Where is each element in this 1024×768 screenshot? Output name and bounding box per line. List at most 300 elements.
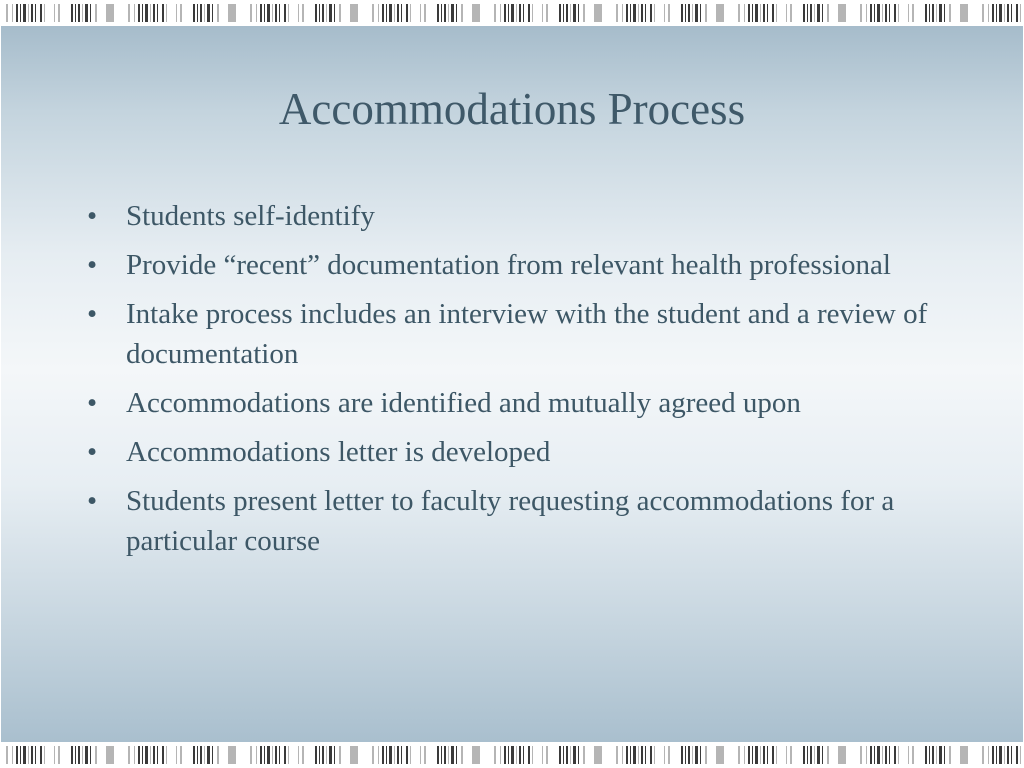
stripe-bar (44, 4, 45, 22)
stripe-bar (519, 746, 521, 764)
stripe-bar (35, 4, 36, 22)
stripe-bar (217, 746, 219, 764)
stripe-bar (326, 746, 327, 764)
stripe-bar (90, 746, 91, 764)
stripe-bar (744, 4, 745, 22)
stripe-bar (992, 746, 994, 764)
stripe-bar (996, 4, 997, 22)
stripe-bar (95, 4, 97, 22)
stripe-bar (106, 746, 114, 764)
stripe-bar (817, 4, 820, 22)
stripe-bar (827, 746, 829, 764)
stripe-bar (542, 746, 543, 764)
stripe-bar (386, 4, 387, 22)
bullet-item: • Accommodations letter is developed (0, 432, 946, 472)
stripe-bar (1011, 4, 1012, 22)
stripe-bar (776, 746, 777, 764)
stripe-bar (386, 746, 387, 764)
stripe-bar (54, 746, 55, 764)
stripe-bar (1007, 746, 1009, 764)
stripe-bar (75, 4, 76, 22)
stripe-bar (288, 4, 289, 22)
stripe-bar (250, 4, 252, 22)
stripe-bar (570, 4, 571, 22)
stripe-bar (772, 4, 774, 22)
stripe-bar (406, 4, 408, 22)
stripe-bar (302, 4, 304, 22)
stripe-bar (999, 4, 1002, 22)
stripe-bar (134, 4, 135, 22)
stripe-bar (803, 4, 805, 22)
stripe-bar (664, 746, 665, 764)
stripe-bar (138, 746, 140, 764)
stripe-bar (654, 4, 655, 22)
stripe-bar (200, 746, 202, 764)
stripe-bar (128, 746, 130, 764)
stripe-bar (441, 4, 442, 22)
stripe-bar (889, 4, 890, 22)
stripe-bar (23, 4, 26, 22)
stripe-bar (176, 746, 177, 764)
stripe-bar (716, 746, 724, 764)
stripe-bar (217, 4, 219, 22)
stripe-bar (542, 4, 543, 22)
stripe-bar (755, 4, 758, 22)
stripe-bar (838, 4, 846, 22)
stripe-bar (508, 746, 509, 764)
stripe-bar (180, 746, 182, 764)
stripe-bar (95, 746, 97, 764)
stripe-bar (134, 746, 135, 764)
stripe-bar (31, 4, 33, 22)
stripe-bar (150, 4, 151, 22)
stripe-bar (960, 746, 968, 764)
stripe-bar (889, 746, 890, 764)
stripe-bar (267, 746, 270, 764)
stripe-bar (82, 4, 83, 22)
stripe-bar (472, 4, 480, 22)
stripe-bar (275, 746, 277, 764)
stripe-bar (748, 4, 750, 22)
stripe-bar (54, 4, 55, 22)
stripe-bar (193, 746, 195, 764)
stripe-bar (264, 746, 265, 764)
stripe-bar (939, 746, 942, 764)
stripe-bar (85, 746, 88, 764)
stripe-bar (650, 746, 652, 764)
stripe-bar (817, 746, 820, 764)
stripe-bar (71, 4, 73, 22)
stripe-bar (822, 4, 823, 22)
stripe-bar (256, 4, 257, 22)
stripe-bar (803, 746, 805, 764)
stripe-bar (20, 746, 21, 764)
stripe-bar (1004, 746, 1005, 764)
stripe-bar (451, 4, 454, 22)
stripe-bar (424, 746, 426, 764)
stripe-bar (319, 746, 320, 764)
stripe-bar (559, 4, 561, 22)
stripe-bar (207, 4, 210, 22)
stripe-bar (58, 746, 60, 764)
stripe-bar (898, 4, 899, 22)
stripe-bar (641, 746, 643, 764)
stripe-bar (630, 4, 631, 22)
stripe-bar (563, 4, 564, 22)
stripe-bar (394, 746, 395, 764)
stripe-bar (82, 746, 83, 764)
stripe-bar (40, 4, 42, 22)
stripe-bar (912, 746, 914, 764)
stripe-bar (162, 746, 164, 764)
stripe-bar (264, 4, 265, 22)
stripe-bar (150, 746, 151, 764)
stripe-bar (145, 4, 148, 22)
stripe-bar (401, 4, 402, 22)
stripe-bar (654, 746, 655, 764)
stripe-bar (748, 746, 750, 764)
stripe-bar (494, 746, 496, 764)
stripe-bar (162, 4, 164, 22)
stripe-bar (350, 4, 358, 22)
stripe-bar (925, 746, 927, 764)
stripe-bar (284, 4, 286, 22)
stripe-bar (999, 746, 1002, 764)
stripe-bar (936, 746, 937, 764)
stripe-bar (578, 746, 579, 764)
stripe-bar (583, 746, 585, 764)
stripe-bar (382, 4, 384, 22)
stripe-bar (322, 746, 324, 764)
stripe-bar (700, 4, 701, 22)
stripe-bar (204, 4, 205, 22)
stripe-bar (207, 746, 210, 764)
stripe-bar (752, 4, 753, 22)
stripe-bar (882, 4, 883, 22)
stripe-bar (929, 746, 930, 764)
stripe-bar (441, 746, 442, 764)
stripe-bar (860, 746, 862, 764)
stripe-bar (908, 746, 909, 764)
stripe-bar (279, 746, 280, 764)
stripe-bar (688, 746, 690, 764)
stripe-bar (176, 4, 177, 22)
stripe-bar (633, 746, 636, 764)
stripe-bar (444, 746, 446, 764)
stripe-bar (28, 746, 29, 764)
stripe-bar (578, 4, 579, 22)
bullet-item: • Accommodations are identified and mutually agreed upon (0, 383, 946, 423)
stripe-bar (90, 4, 91, 22)
stripe-bar (546, 4, 548, 22)
stripe-bar (838, 746, 846, 764)
stripe-bar (461, 746, 463, 764)
stripe-bar (692, 4, 693, 22)
stripe-bar (145, 746, 148, 764)
stripe-bar (763, 746, 765, 764)
stripe-bar (272, 4, 273, 22)
stripe-bar (267, 4, 270, 22)
stripe-bar (925, 4, 927, 22)
stripe-bar (12, 746, 13, 764)
stripe-bar (988, 746, 989, 764)
stripe-bar (695, 4, 698, 22)
stripe-bar (767, 746, 768, 764)
stripe-bar (326, 4, 327, 22)
stripe-bar (508, 4, 509, 22)
stripe-bar (908, 4, 909, 22)
stripe-bar (949, 746, 951, 764)
stripe-bar (570, 746, 571, 764)
stripe-bar (700, 746, 701, 764)
bullet-list (0, 196, 1024, 570)
stripe-bar (877, 746, 880, 764)
stripe-bar (982, 746, 984, 764)
stripe-bar (166, 4, 167, 22)
stripe-bar (511, 746, 514, 764)
stripe-bar (860, 4, 862, 22)
stripe-bar (85, 4, 88, 22)
stripe-bar (106, 4, 114, 22)
stripe-bar (288, 746, 289, 764)
stripe-bar (16, 4, 18, 22)
bullet-item: • Provide “recent” documentation from relevant health professional (0, 245, 946, 285)
stripe-bar (681, 746, 683, 764)
stripe-bar (622, 746, 623, 764)
stripe-bar (298, 4, 299, 22)
stripe-bar (807, 746, 808, 764)
stripe-bar (532, 4, 533, 22)
stripe-bar (339, 746, 341, 764)
stripe-bar (744, 746, 745, 764)
stripe-bar (504, 746, 506, 764)
stripe-bar (397, 746, 399, 764)
stripe-bar (23, 746, 26, 764)
stripe-bar (894, 4, 896, 22)
stripe-bar (681, 4, 683, 22)
stripe-bar (500, 746, 501, 764)
stripe-bar (142, 4, 143, 22)
stripe-bar (885, 4, 887, 22)
stripe-bar (444, 4, 446, 22)
stripe-bar (645, 4, 646, 22)
stripe-bar (302, 746, 304, 764)
stripe-bar (563, 746, 564, 764)
stripe-bar (382, 746, 384, 764)
stripe-bar (638, 4, 639, 22)
stripe-bar (389, 4, 392, 22)
stripe-bar (228, 746, 236, 764)
stripe-bar (250, 746, 252, 764)
stripe-bar (790, 746, 792, 764)
stripe-bar (456, 746, 457, 764)
stripe-bar (193, 4, 195, 22)
stripe-bar (960, 4, 968, 22)
stripe-bar (814, 4, 815, 22)
bottom-barcode-stripe-border (0, 742, 1024, 768)
stripe-bar (157, 746, 158, 764)
bullet-item: • Students self-identify (0, 196, 946, 236)
stripe-bar (944, 746, 945, 764)
stripe-bar (401, 746, 402, 764)
stripe-bar (622, 4, 623, 22)
stripe-bar (885, 746, 887, 764)
stripe-bar (78, 746, 80, 764)
stripe-bar (573, 746, 576, 764)
stripe-bar (410, 4, 411, 22)
stripe-bar (760, 4, 761, 22)
stripe-bar (410, 746, 411, 764)
stripe-bar (523, 4, 524, 22)
stripe-bar (389, 746, 392, 764)
stripe-bar (200, 4, 202, 22)
stripe-bar (516, 4, 517, 22)
stripe-bar (894, 746, 896, 764)
stripe-bar (827, 4, 829, 22)
stripe-bar (212, 4, 213, 22)
stripe-bar (472, 746, 480, 764)
stripe-bar (1016, 746, 1018, 764)
stripe-bar (866, 4, 867, 22)
stripe-bar (35, 746, 36, 764)
stripe-bar (633, 4, 636, 22)
stripe-bar (874, 746, 875, 764)
stripe-bar (912, 4, 914, 22)
stripe-bar (142, 746, 143, 764)
stripe-bar (1011, 746, 1012, 764)
stripe-bar (786, 746, 787, 764)
stripe-bar (31, 746, 33, 764)
stripe-bar (334, 746, 335, 764)
stripe-bar (992, 4, 994, 22)
stripe-bar (494, 4, 496, 22)
top-barcode-stripe-border (0, 0, 1024, 26)
stripe-bar (594, 4, 602, 22)
stripe-bar (256, 746, 257, 764)
stripe-bar (705, 4, 707, 22)
stripe-bar (71, 746, 73, 764)
stripe-bar (350, 746, 358, 764)
stripe-bar (870, 746, 872, 764)
stripe-bar (75, 746, 76, 764)
stripe-bar (645, 746, 646, 764)
stripe-bar (776, 4, 777, 22)
stripe-bar (1020, 746, 1021, 764)
stripe-bar (932, 4, 934, 22)
stripe-bar (822, 746, 823, 764)
stripe-bar (641, 4, 643, 22)
stripe-bar (1007, 4, 1009, 22)
stripe-bar (685, 4, 686, 22)
stripe-bar (451, 746, 454, 764)
stripe-bar (523, 746, 524, 764)
stripe-bar (594, 746, 602, 764)
stripe-bar (664, 4, 665, 22)
stripe-bar (420, 746, 421, 764)
stripe-bar (939, 4, 942, 22)
stripe-bar (20, 4, 21, 22)
stripe-bar (929, 4, 930, 22)
stripe-bar (638, 746, 639, 764)
stripe-bar (1016, 4, 1018, 22)
stripe-bar (315, 4, 317, 22)
stripe-bar (315, 746, 317, 764)
stripe-bar (329, 4, 332, 22)
stripe-bar (982, 4, 984, 22)
stripe-bar (866, 746, 867, 764)
stripe-bar (566, 746, 568, 764)
bullet-item: • Students present letter to faculty requesting accommodations for a particular course (0, 481, 946, 561)
stripe-bar (932, 746, 934, 764)
stripe-bar (157, 4, 158, 22)
stripe-bar (874, 4, 875, 22)
stripe-bar (760, 746, 761, 764)
stripe-bar (40, 746, 42, 764)
stripe-bar (6, 746, 8, 764)
stripe-bar (500, 4, 501, 22)
stripe-bar (378, 4, 379, 22)
stripe-bar (339, 4, 341, 22)
stripe-bar (616, 4, 618, 22)
stripe-bar (944, 4, 945, 22)
stripe-bar (372, 746, 374, 764)
stripe-bar (755, 746, 758, 764)
stripe-bar (519, 4, 521, 22)
stripe-bar (630, 746, 631, 764)
stripe-bar (807, 4, 808, 22)
stripe-pattern (0, 0, 1024, 26)
stripe-bar (279, 4, 280, 22)
stripe-bar (616, 746, 618, 764)
stripe-bar (716, 4, 724, 22)
stripe-bar (406, 746, 408, 764)
stripe-bar (695, 746, 698, 764)
stripe-bar (128, 4, 130, 22)
stripe-bar (197, 746, 198, 764)
stripe-bar (448, 746, 449, 764)
stripe-bar (334, 4, 335, 22)
stripe-bar (153, 746, 155, 764)
stripe-bar (752, 746, 753, 764)
stripe-bar (559, 746, 561, 764)
stripe-bar (12, 4, 13, 22)
stripe-bar (212, 746, 213, 764)
stripe-bar (566, 4, 568, 22)
stripe-bar (790, 4, 792, 22)
stripe-bar (988, 4, 989, 22)
stripe-bar (738, 746, 740, 764)
stripe-bar (1020, 4, 1021, 22)
stripe-bar (705, 746, 707, 764)
stripe-bar (322, 4, 324, 22)
stripe-bar (228, 4, 236, 22)
stripe-bar (810, 746, 812, 764)
stripe-bar (204, 746, 205, 764)
stripe-bar (58, 4, 60, 22)
stripe-bar (78, 4, 80, 22)
stripe-bar (456, 4, 457, 22)
stripe-bar (372, 4, 374, 22)
stripe-bar (626, 4, 628, 22)
stripe-bar (573, 4, 576, 22)
stripe-bar (284, 746, 286, 764)
stripe-bar (528, 746, 530, 764)
stripe-bar (688, 4, 690, 22)
stripe-bar (626, 746, 628, 764)
stripe-bar (461, 4, 463, 22)
stripe-bar (298, 746, 299, 764)
stripe-bar (6, 4, 8, 22)
